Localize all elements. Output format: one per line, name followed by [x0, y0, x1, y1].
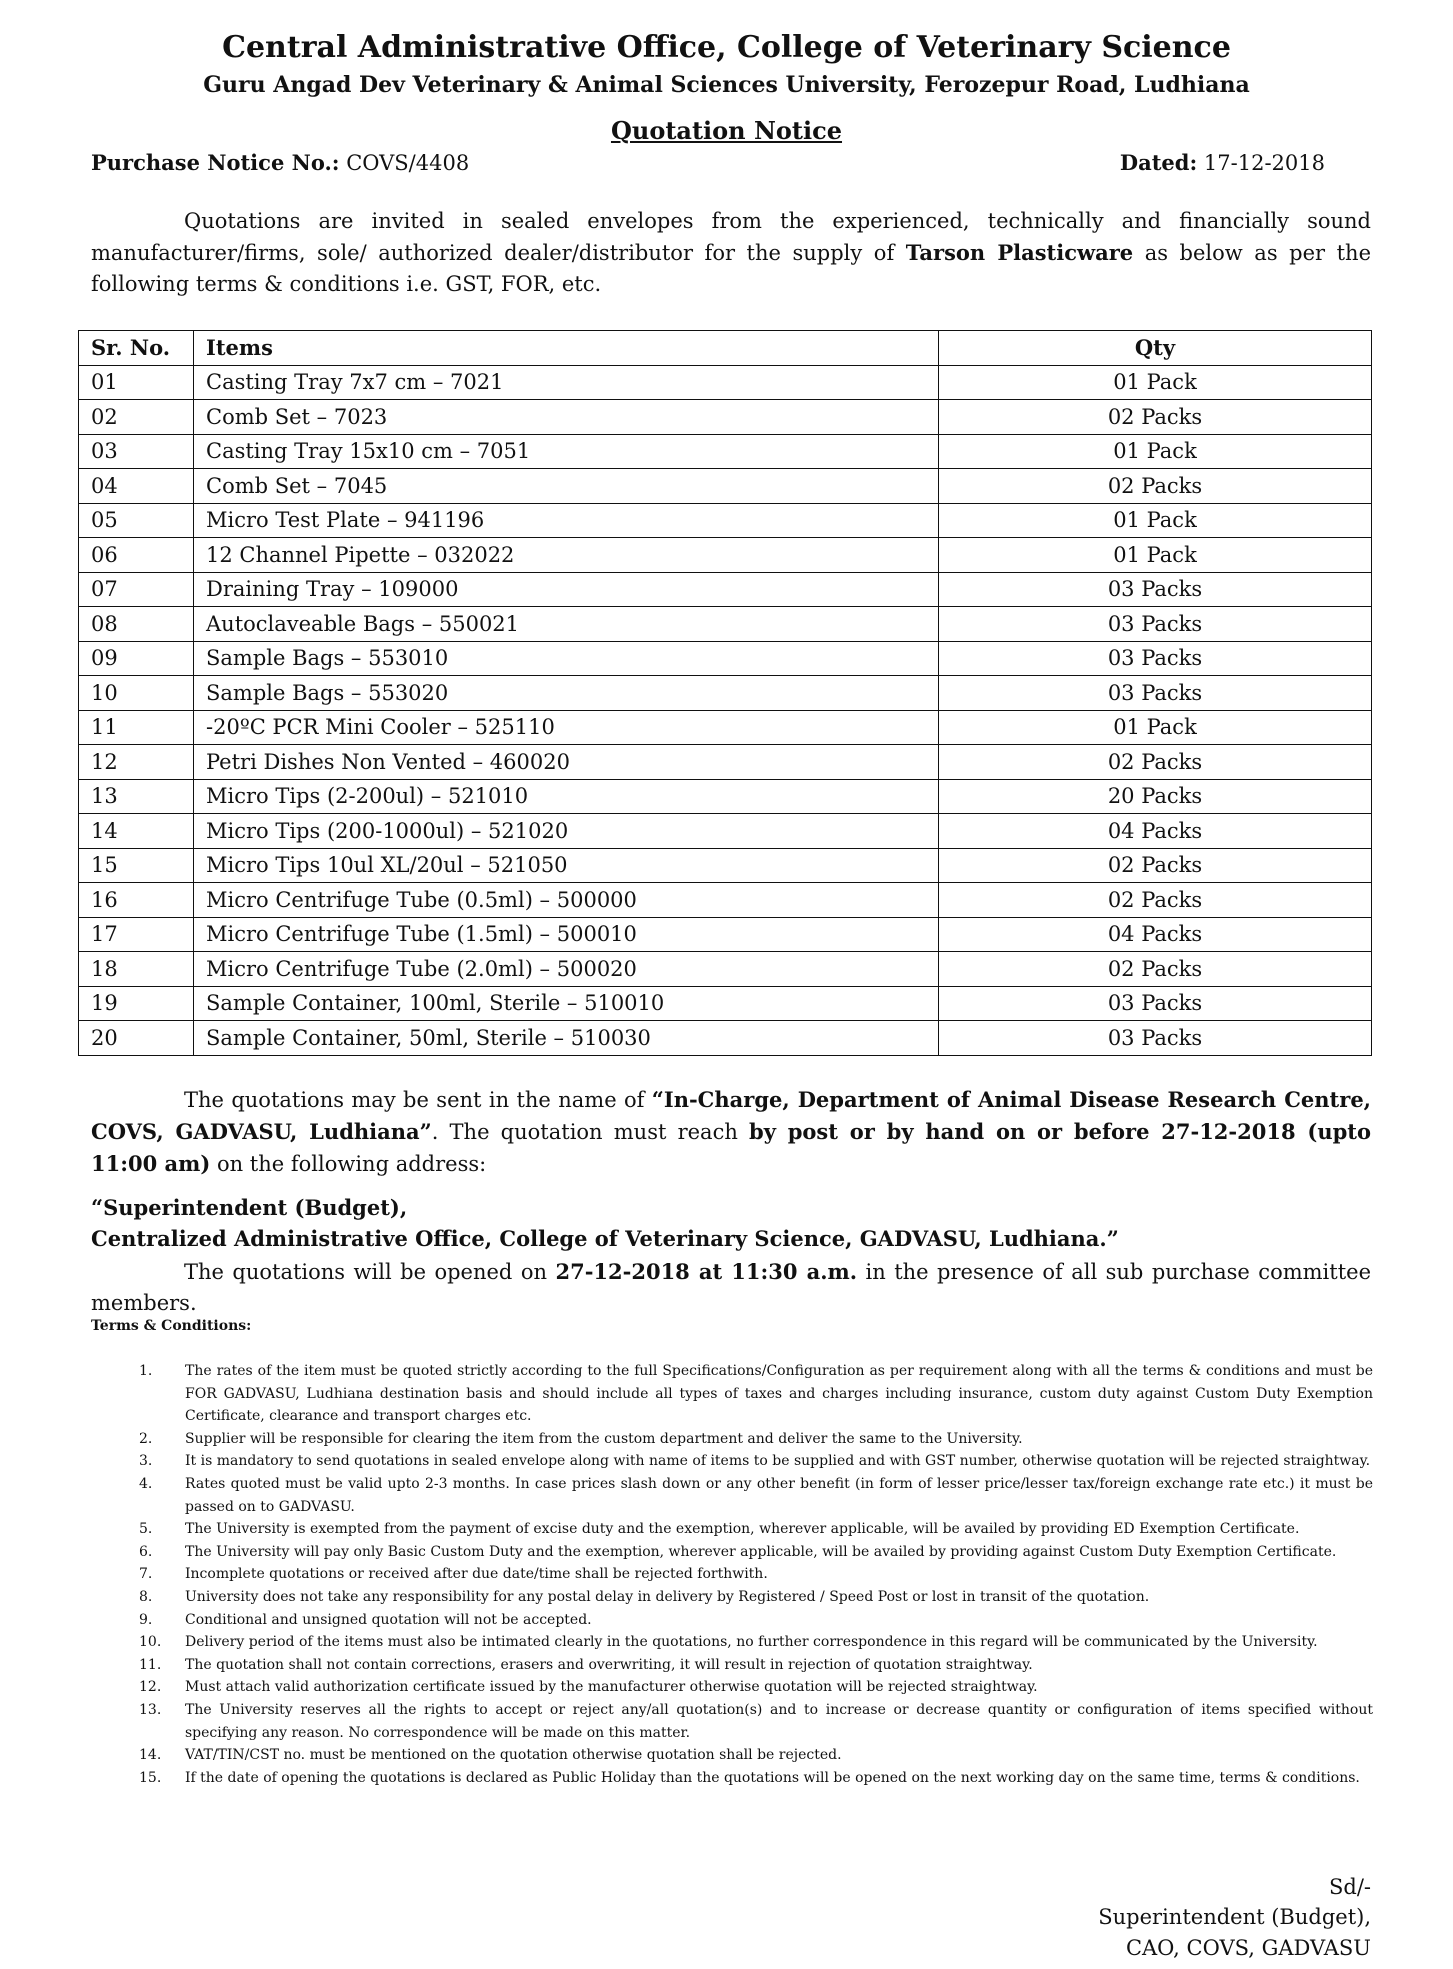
cell-sr-no: 13: [79, 779, 194, 814]
table-row: [79, 917, 1372, 952]
cell-item: Sample Container, 50ml, Sterile – 510030: [194, 1021, 939, 1056]
term-number: 15.: [139, 1769, 162, 1786]
notice-date: [1120, 150, 1325, 175]
cell-sr-no: 04: [79, 469, 194, 504]
cell-qty: 01 Pack: [939, 538, 1372, 573]
cell-sr-no: 12: [79, 745, 194, 780]
table-row: [79, 365, 1372, 400]
term-text: Supplier will be responsible for clearing the item from the custom department and deliver the same to the University.: [185, 1430, 1023, 1447]
table-row: [79, 434, 1372, 469]
notice-title: Quotation Notice: [610, 116, 843, 145]
cell-sr-no: 03: [79, 434, 194, 469]
intro-text-1: Quotations are invited in sealed envelopes from the experienced, technically and financially sound manufacturer/firms, sole/ authorized dealer/distributor for the supply of: [91, 209, 1371, 265]
table-row: [79, 814, 1372, 849]
term-text: The University will pay only Basic Custom Duty and the exemption, wherever applicable, will be availed by providing against Custom Duty Exemption Certificate.: [185, 1543, 1337, 1560]
delivery-address: [91, 1192, 1371, 1254]
cell-sr-no: 15: [79, 848, 194, 883]
table-row: [79, 1021, 1372, 1056]
term-number: 9.: [139, 1611, 153, 1628]
term-item: [91, 1699, 1373, 1744]
cell-sr-no: 06: [79, 538, 194, 573]
table-header-row: [79, 331, 1372, 366]
cell-item: Micro Tips (2-200ul) – 521010: [194, 779, 939, 814]
term-number: 13.: [139, 1701, 162, 1718]
cell-qty: 03 Packs: [939, 641, 1372, 676]
cell-qty: 02 Packs: [939, 745, 1372, 780]
term-text: Delivery period of the items must also be intimated clearly in the quotations, no further correspondence in this regard will be communicated by the University.: [185, 1634, 1318, 1651]
cell-qty: 01 Pack: [939, 503, 1372, 538]
table-row: [79, 848, 1372, 883]
cell-item: Sample Container, 100ml, Sterile – 510010: [194, 986, 939, 1021]
cell-item: 12 Channel Pipette – 032022: [194, 538, 939, 573]
send-text-3: on the following address:: [210, 1152, 487, 1176]
cell-item: Sample Bags – 553020: [194, 676, 939, 711]
table-row: [79, 710, 1372, 745]
cell-item: -20ºC PCR Mini Cooler – 525110: [194, 710, 939, 745]
send-to-paragraph: [91, 1084, 1371, 1180]
cell-qty: 02 Packs: [939, 848, 1372, 883]
term-number: 10.: [139, 1634, 162, 1651]
table-row: [79, 883, 1372, 918]
term-item: [91, 1744, 1373, 1767]
cell-item: Micro Test Plate – 941196: [194, 503, 939, 538]
table-row: [79, 538, 1372, 573]
term-text: It is mandatory to send quotations in sealed envelope along with name of items to be supplied and with GST number, otherwise quotation will be rejected straightway.: [185, 1453, 1371, 1470]
cell-qty: 03 Packs: [939, 986, 1372, 1021]
cell-sr-no: 07: [79, 572, 194, 607]
table-row: [79, 745, 1372, 780]
cell-qty: 03 Packs: [939, 607, 1372, 642]
term-text: If the date of opening the quotations is declared as Public Holiday than the quotations will be opened on the next working day on the same time, terms & conditions.: [185, 1769, 1360, 1786]
term-number: 1.: [139, 1363, 153, 1379]
cell-sr-no: 18: [79, 952, 194, 987]
term-item: [91, 1563, 1373, 1586]
send-text-2: . The quotation must reach: [431, 1120, 750, 1144]
opening-text-2: in the presence of all sub purchase committee members.: [91, 1260, 1371, 1315]
term-item: [91, 1631, 1373, 1654]
term-item: [91, 1767, 1373, 1790]
term-number: 7.: [139, 1566, 153, 1583]
table-row: [79, 400, 1372, 435]
send-text-1: The quotations may be sent in the name of: [184, 1088, 652, 1112]
cell-sr-no: 02: [79, 400, 194, 435]
term-text: The quotation shall not contain corrections, erasers and overwriting, it will result in rejection of quotation straightway.: [185, 1656, 1033, 1673]
cell-qty: 03 Packs: [939, 676, 1372, 711]
cell-qty: 03 Packs: [939, 1021, 1372, 1056]
intro-product: Tarson Plasticware: [905, 240, 1134, 265]
term-text: Must attach valid authorization certificate issued by the manufacturer otherwise quotation will be rejected straightway.: [185, 1679, 1038, 1696]
cell-qty: 02 Packs: [939, 883, 1372, 918]
cell-item: Petri Dishes Non Vented – 460020: [194, 745, 939, 780]
term-text: Rates quoted must be valid upto 2-3 months. In case prices slash down or any other benefit (in form of lesser price/lesser tax/foreign exchange rate etc.) it must be passed on to GADVASU.: [185, 1475, 1373, 1515]
term-text: Conditional and unsigned quotation will not be accepted.: [185, 1611, 592, 1628]
header-qty: Qty: [939, 331, 1372, 366]
cell-sr-no: 14: [79, 814, 194, 849]
items-table-body: [79, 365, 1372, 1055]
term-text: The University reserves all the rights to accept or reject any/all quotation(s) and to increase or decrease quantity or configuration of items specified without specifying any reason. No correspondence will be made on this matter.: [185, 1701, 1373, 1741]
table-row: [79, 503, 1372, 538]
term-number: 4.: [139, 1475, 153, 1492]
cell-item: Micro Tips (200-1000ul) – 521020: [194, 814, 939, 849]
term-item: [91, 1654, 1373, 1677]
term-text: The rates of the item must be quoted strictly according to the full Specifications/Configuration as per requirement along with all the terms & conditions and must be FOR GADVASU, Ludhiana destination basis and should include all types of taxes and charges including insurance, custom duty against Custom Duty Exemption Certificate, clearance and transport charges etc.: [185, 1363, 1373, 1425]
cell-qty: 02 Packs: [939, 952, 1372, 987]
cell-sr-no: 16: [79, 883, 194, 918]
term-number: 5.: [139, 1521, 153, 1538]
cell-qty: 01 Pack: [939, 710, 1372, 745]
signature-office: CAO, COVS, GADVASU: [1125, 1936, 1371, 1960]
intro-paragraph: [91, 206, 1371, 300]
cell-sr-no: 20: [79, 1021, 194, 1056]
intro-text-2: as below as per the following terms & conditions i.e. GST, FOR, etc.: [91, 241, 1371, 296]
date-value: 17-12-2018: [1203, 151, 1325, 175]
term-text: University does not take any responsibility for any postal delay in delivery by Registered / Speed Post or lost in transit of the quotation.: [185, 1588, 1150, 1605]
term-text: Incomplete quotations or received after due date/time shall be rejected forthwith.: [185, 1566, 768, 1583]
cell-item: Autoclaveable Bags – 550021: [194, 607, 939, 642]
term-item: [91, 1609, 1373, 1632]
cell-sr-no: 11: [79, 710, 194, 745]
term-item: [91, 1473, 1373, 1518]
terms-heading: Terms & Conditions:: [91, 1318, 252, 1334]
table-row: [79, 641, 1372, 676]
cell-item: Comb Set – 7045: [194, 469, 939, 504]
term-number: 12.: [139, 1679, 162, 1696]
cell-item: Casting Tray 15x10 cm – 7051: [194, 434, 939, 469]
cell-sr-no: 08: [79, 607, 194, 642]
purchase-notice-number: [91, 150, 469, 175]
cell-qty: 02 Packs: [939, 400, 1372, 435]
cell-qty: 04 Packs: [939, 814, 1372, 849]
cell-qty: 01 Pack: [939, 434, 1372, 469]
term-number: 14.: [139, 1747, 162, 1764]
table-row: [79, 779, 1372, 814]
term-text: The University is exempted from the payment of excise duty and the exemption, wherever applicable, will be availed by providing ED Exemption Certificate.: [185, 1521, 1300, 1538]
cell-item: Micro Tips 10ul XL/20ul – 521050: [194, 848, 939, 883]
cell-sr-no: 09: [79, 641, 194, 676]
cell-sr-no: 01: [79, 365, 194, 400]
cell-item: Sample Bags – 553010: [194, 641, 939, 676]
signature-designation: Superintendent (Budget),: [1098, 1905, 1371, 1929]
cell-qty: 03 Packs: [939, 572, 1372, 607]
term-number: 6.: [139, 1543, 153, 1560]
cell-sr-no: 17: [79, 917, 194, 952]
cell-item: Micro Centrifuge Tube (1.5ml) – 500010: [194, 917, 939, 952]
table-row: [79, 986, 1372, 1021]
table-row: [79, 952, 1372, 987]
signature-sd: Sd/-: [1329, 1875, 1371, 1899]
send-deadline: by post or by hand on or before 27-12-2018 (upto 11:00 am): [91, 1119, 1371, 1176]
terms-list: [91, 1360, 1373, 1789]
cell-qty: 02 Packs: [939, 469, 1372, 504]
purchase-notice-value: COVS/4408: [346, 151, 470, 175]
date-label: Dated:: [1119, 150, 1198, 175]
table-row: [79, 607, 1372, 642]
cell-sr-no: 19: [79, 986, 194, 1021]
cell-item: Comb Set – 7023: [194, 400, 939, 435]
header-items: Items: [194, 331, 939, 366]
term-item: [91, 1541, 1373, 1564]
term-number: 3.: [139, 1453, 153, 1470]
term-item: [91, 1428, 1373, 1451]
office-heading: Central Administrative Office, College of Veterinary Science: [222, 30, 1231, 65]
term-number: 2.: [139, 1430, 153, 1447]
term-item: [91, 1586, 1373, 1609]
term-item: [91, 1676, 1373, 1699]
term-item: [91, 1450, 1373, 1473]
address-line-2: Centralized Administrative Office, College of Veterinary Science, GADVASU, Ludhiana.”: [91, 1226, 1119, 1251]
cell-item: Micro Centrifuge Tube (2.0ml) – 500020: [194, 952, 939, 987]
cell-sr-no: 10: [79, 676, 194, 711]
cell-item: Casting Tray 7x7 cm – 7021: [194, 365, 939, 400]
cell-item: Draining Tray – 109000: [194, 572, 939, 607]
address-line-1: “Superintendent (Budget),: [91, 1195, 408, 1220]
header-sr-no: Sr. No.: [79, 331, 194, 366]
term-item: [91, 1360, 1373, 1428]
term-text: VAT/TIN/CST no. must be mentioned on the quotation otherwise quotation shall be rejected.: [185, 1747, 842, 1764]
opening-text-1: The quotations will be opened on: [184, 1260, 556, 1284]
cell-sr-no: 05: [79, 503, 194, 538]
term-item: [91, 1518, 1373, 1541]
table-row: [79, 676, 1372, 711]
cell-item: Micro Centrifuge Tube (0.5ml) – 500000: [194, 883, 939, 918]
purchase-notice-label: Purchase Notice No.:: [91, 150, 340, 175]
send-recipient: “In-Charge, Department of Animal Disease Research Centre, COVS, GADVASU, Ludhiana”: [91, 1087, 1371, 1144]
cell-qty: 01 Pack: [939, 365, 1372, 400]
term-number: 11.: [139, 1656, 162, 1673]
items-table: [78, 330, 1372, 1056]
term-number: 8.: [139, 1588, 153, 1605]
opening-paragraph: [91, 1256, 1371, 1319]
university-heading: Guru Angad Dev Veterinary & Animal Sciences University, Ferozepur Road, Ludhiana: [203, 72, 1250, 98]
opening-datetime: 27-12-2018 at 11:30 a.m.: [555, 1259, 858, 1284]
cell-qty: 04 Packs: [939, 917, 1372, 952]
cell-qty: 20 Packs: [939, 779, 1372, 814]
table-row: [79, 572, 1372, 607]
table-row: [79, 469, 1372, 504]
